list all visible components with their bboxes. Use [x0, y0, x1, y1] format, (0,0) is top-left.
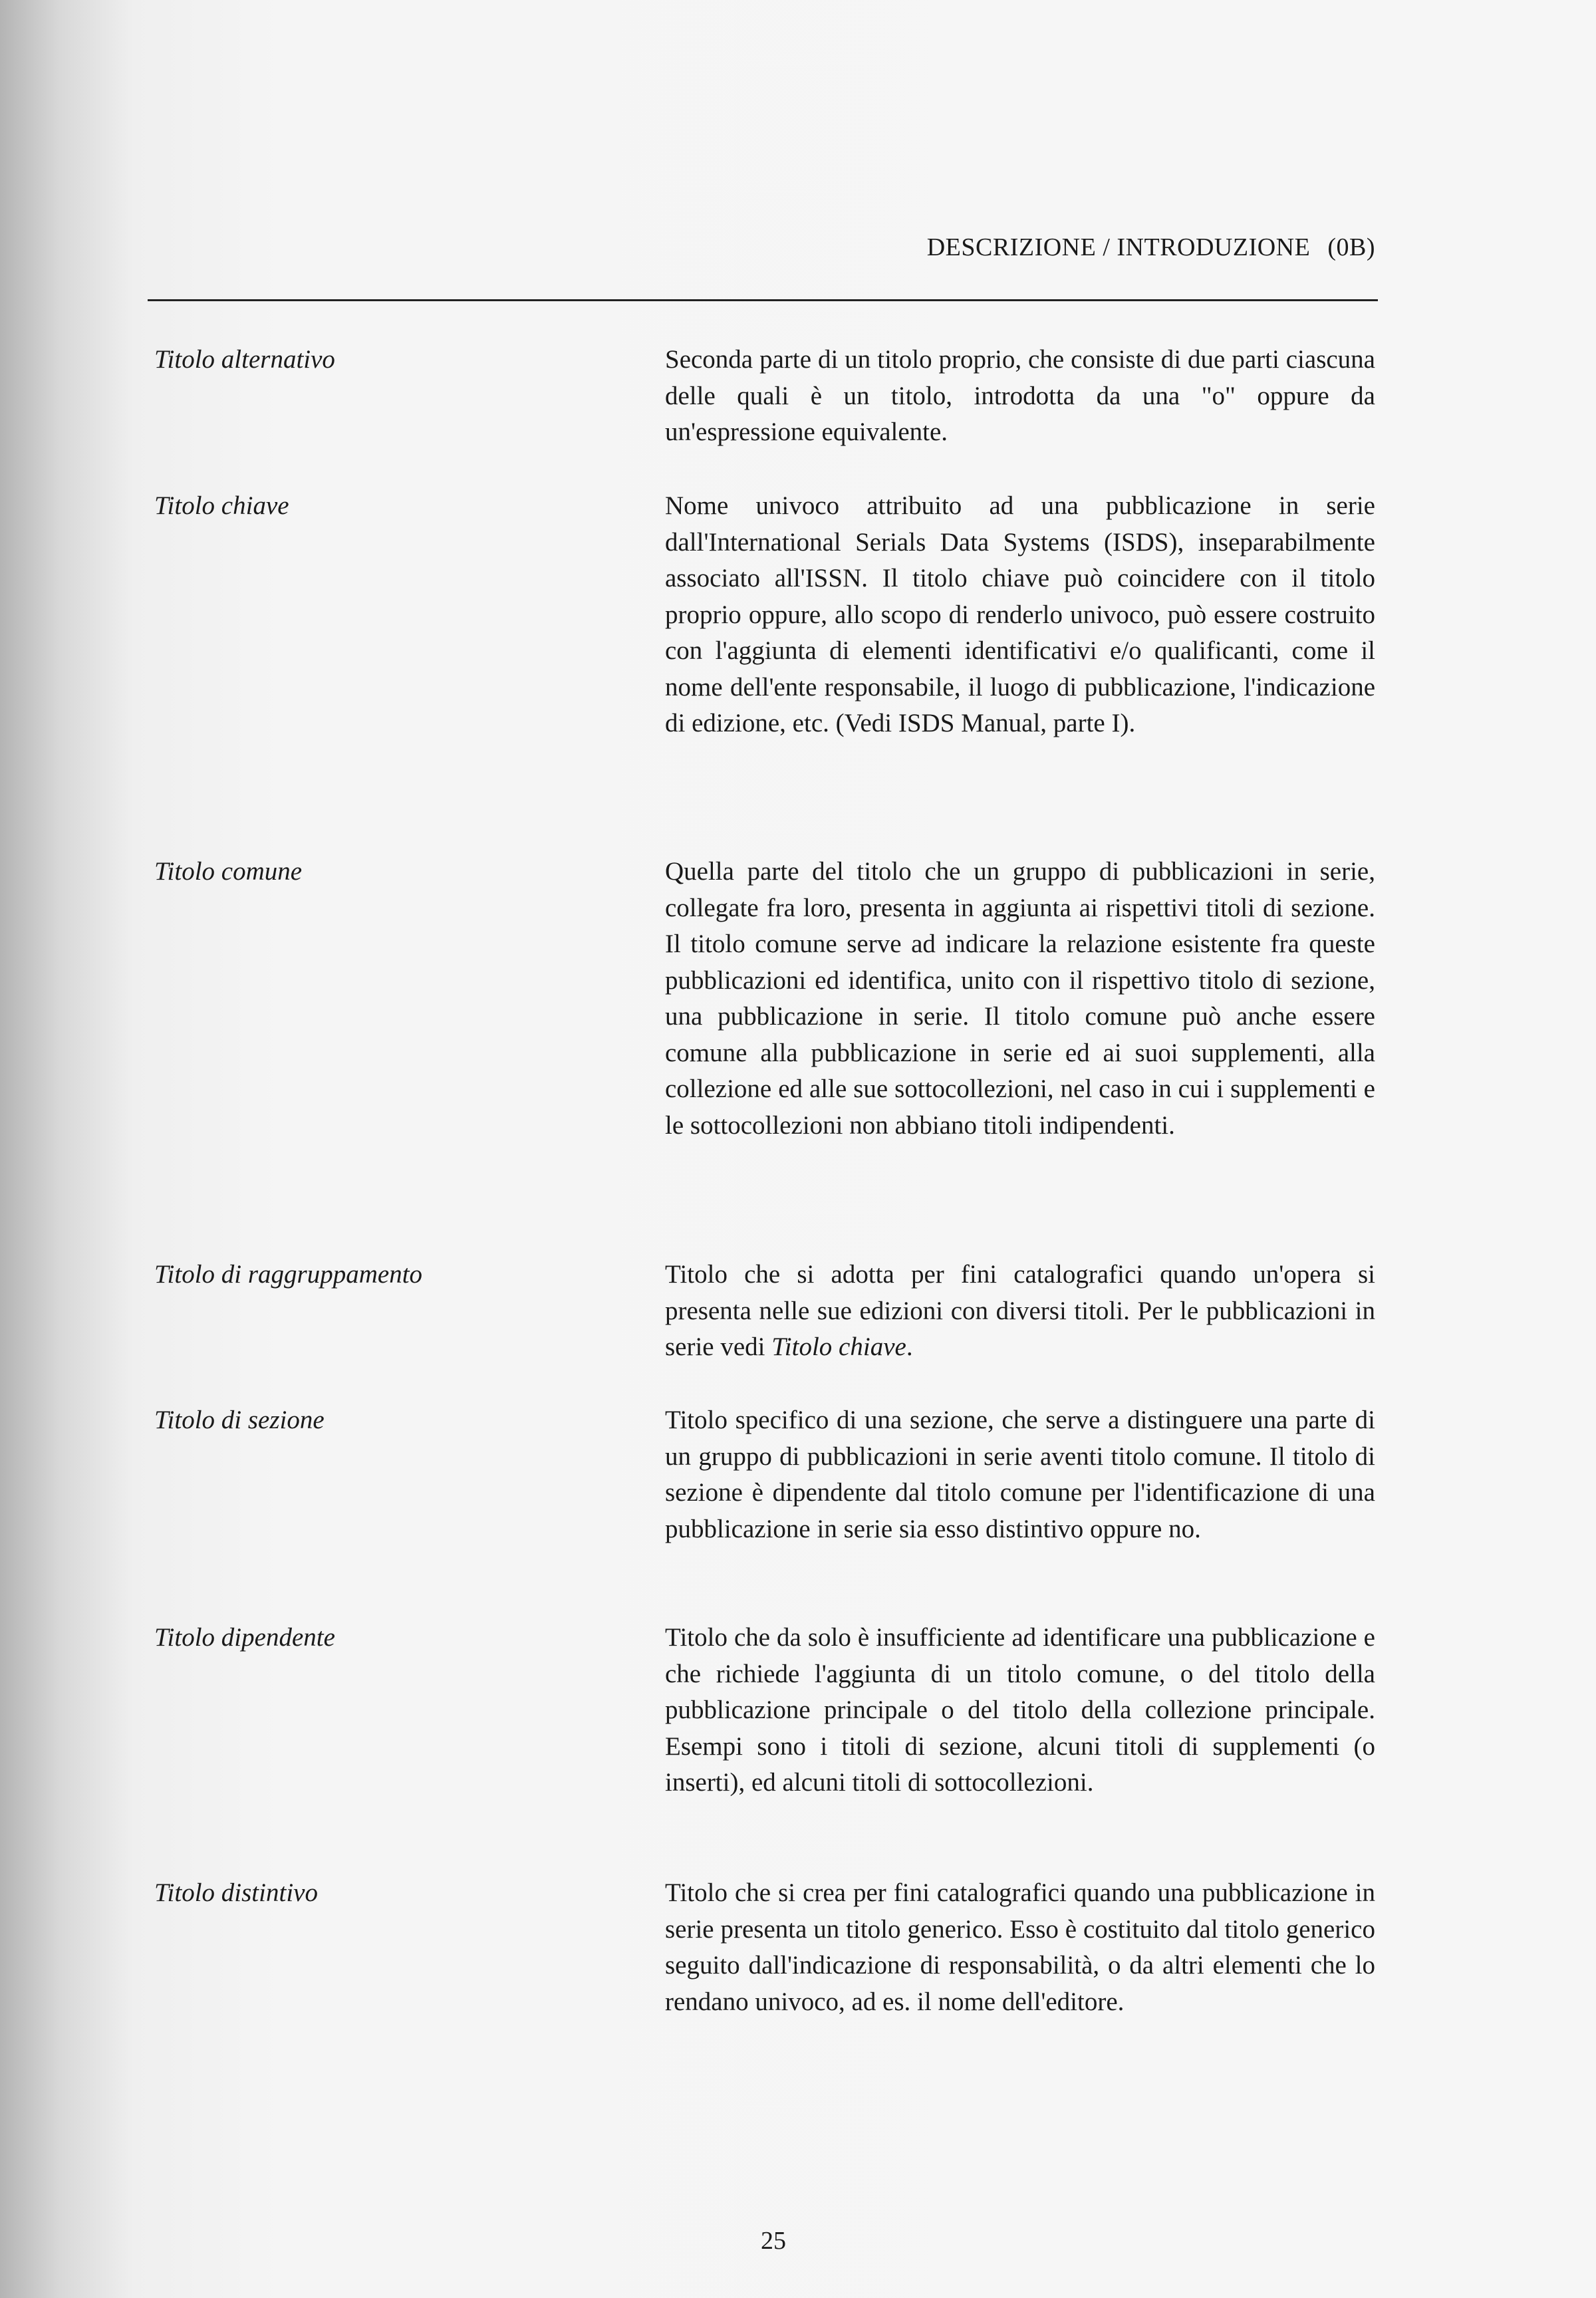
entry-definition: [665, 1257, 1375, 1366]
definition-text-end: .: [906, 1333, 913, 1361]
entry-term: Titolo comune: [154, 857, 303, 886]
entry-term: Titolo dipendente: [154, 1623, 335, 1652]
entry-term: Titolo distintivo: [154, 1878, 318, 1907]
entry-definition: Titolo specifico di una sezione, che serve a distinguere una parte di un gruppo di pubblicazioni in serie aventi titolo comune. Il titolo di sezione è dipendente dal titolo comune per l'identificazione di una pubblicazione in serie sia esso distintivo oppure no.: [665, 1406, 1375, 1543]
running-header-section: DESCRIZIONE / INTRODUZIONE: [926, 233, 1311, 261]
entry-term: Titolo di raggruppamento: [154, 1260, 423, 1289]
running-header-code: (0B): [1327, 233, 1375, 261]
page-number: 25: [761, 2227, 786, 2255]
entry-definition: Quella parte del titolo che un gruppo di pubblicazioni in serie, collegate fra loro, presenta in aggiunta ai rispettivi titoli di sezione. Il titolo comune serve ad indicare la relazione esistente fra queste pubblicazioni ed identifica, unito con il rispettivo titolo di sezione, una pubblicazione in serie. Il titolo comune può anche essere comune alla pubblicazione in serie ed ai suoi supplementi, alla collezione ed alle sue sottocollezioni, nel caso in cui i supplementi e le sottocollezioni non abbiano titoli indipendenti.: [665, 857, 1375, 1140]
entry-definition: Titolo che da solo è insufficiente ad identificare una pubblicazione e che richiede l'aggiunta di un titolo comune, o del titolo della pubblicazione principale o del titolo della collezione principale. Esempi sono i titoli di sezione, alcuni titoli di supplementi (o inserti), ed alcuni titoli di sottocollezioni.: [665, 1623, 1375, 1797]
entry-definition: Titolo che si crea per fini catalografici quando una pubblicazione in serie presenta un titolo generico. Esso è costituito dal titolo generico seguito dall'indicazione di responsabilità, o da altri elementi che lo rendano univoco, ad es. il nome dell'editore.: [665, 1878, 1375, 2016]
header-rule: [148, 299, 1378, 301]
entry-term: Titolo chiave: [154, 491, 289, 520]
entry-term: Titolo di sezione: [154, 1406, 325, 1434]
entry-definition: Seconda parte di un titolo proprio, che consiste di due parti ciascuna delle quali è un titolo, introdotta da una "o" oppure da un'espressione equivalente.: [665, 345, 1375, 446]
definition-text: Titolo che si adotta per fini catalografici quando un'opera si presenta nelle sue edizioni con diversi titoli. Per le pubblicazioni in serie vedi: [665, 1260, 1375, 1361]
entry-term: Titolo alternativo: [154, 345, 335, 374]
running-header: [927, 233, 1375, 262]
cross-reference: Titolo chiave: [771, 1333, 906, 1361]
entry-definition: Nome univoco attribuito ad una pubblicazione in serie dall'International Serials Data Systems (ISDS), inseparabilmente associato all'ISSN. Il titolo chiave può coincidere con il titolo proprio oppure, allo scopo di renderlo univoco, può essere costruito con l'aggiunta di elementi identificativi e/o qualificanti, come il nome dell'ente responsabile, il luogo di pubblicazione, l'indicazione di edizione, etc. (Vedi ISDS Manual, parte I).: [665, 491, 1375, 737]
